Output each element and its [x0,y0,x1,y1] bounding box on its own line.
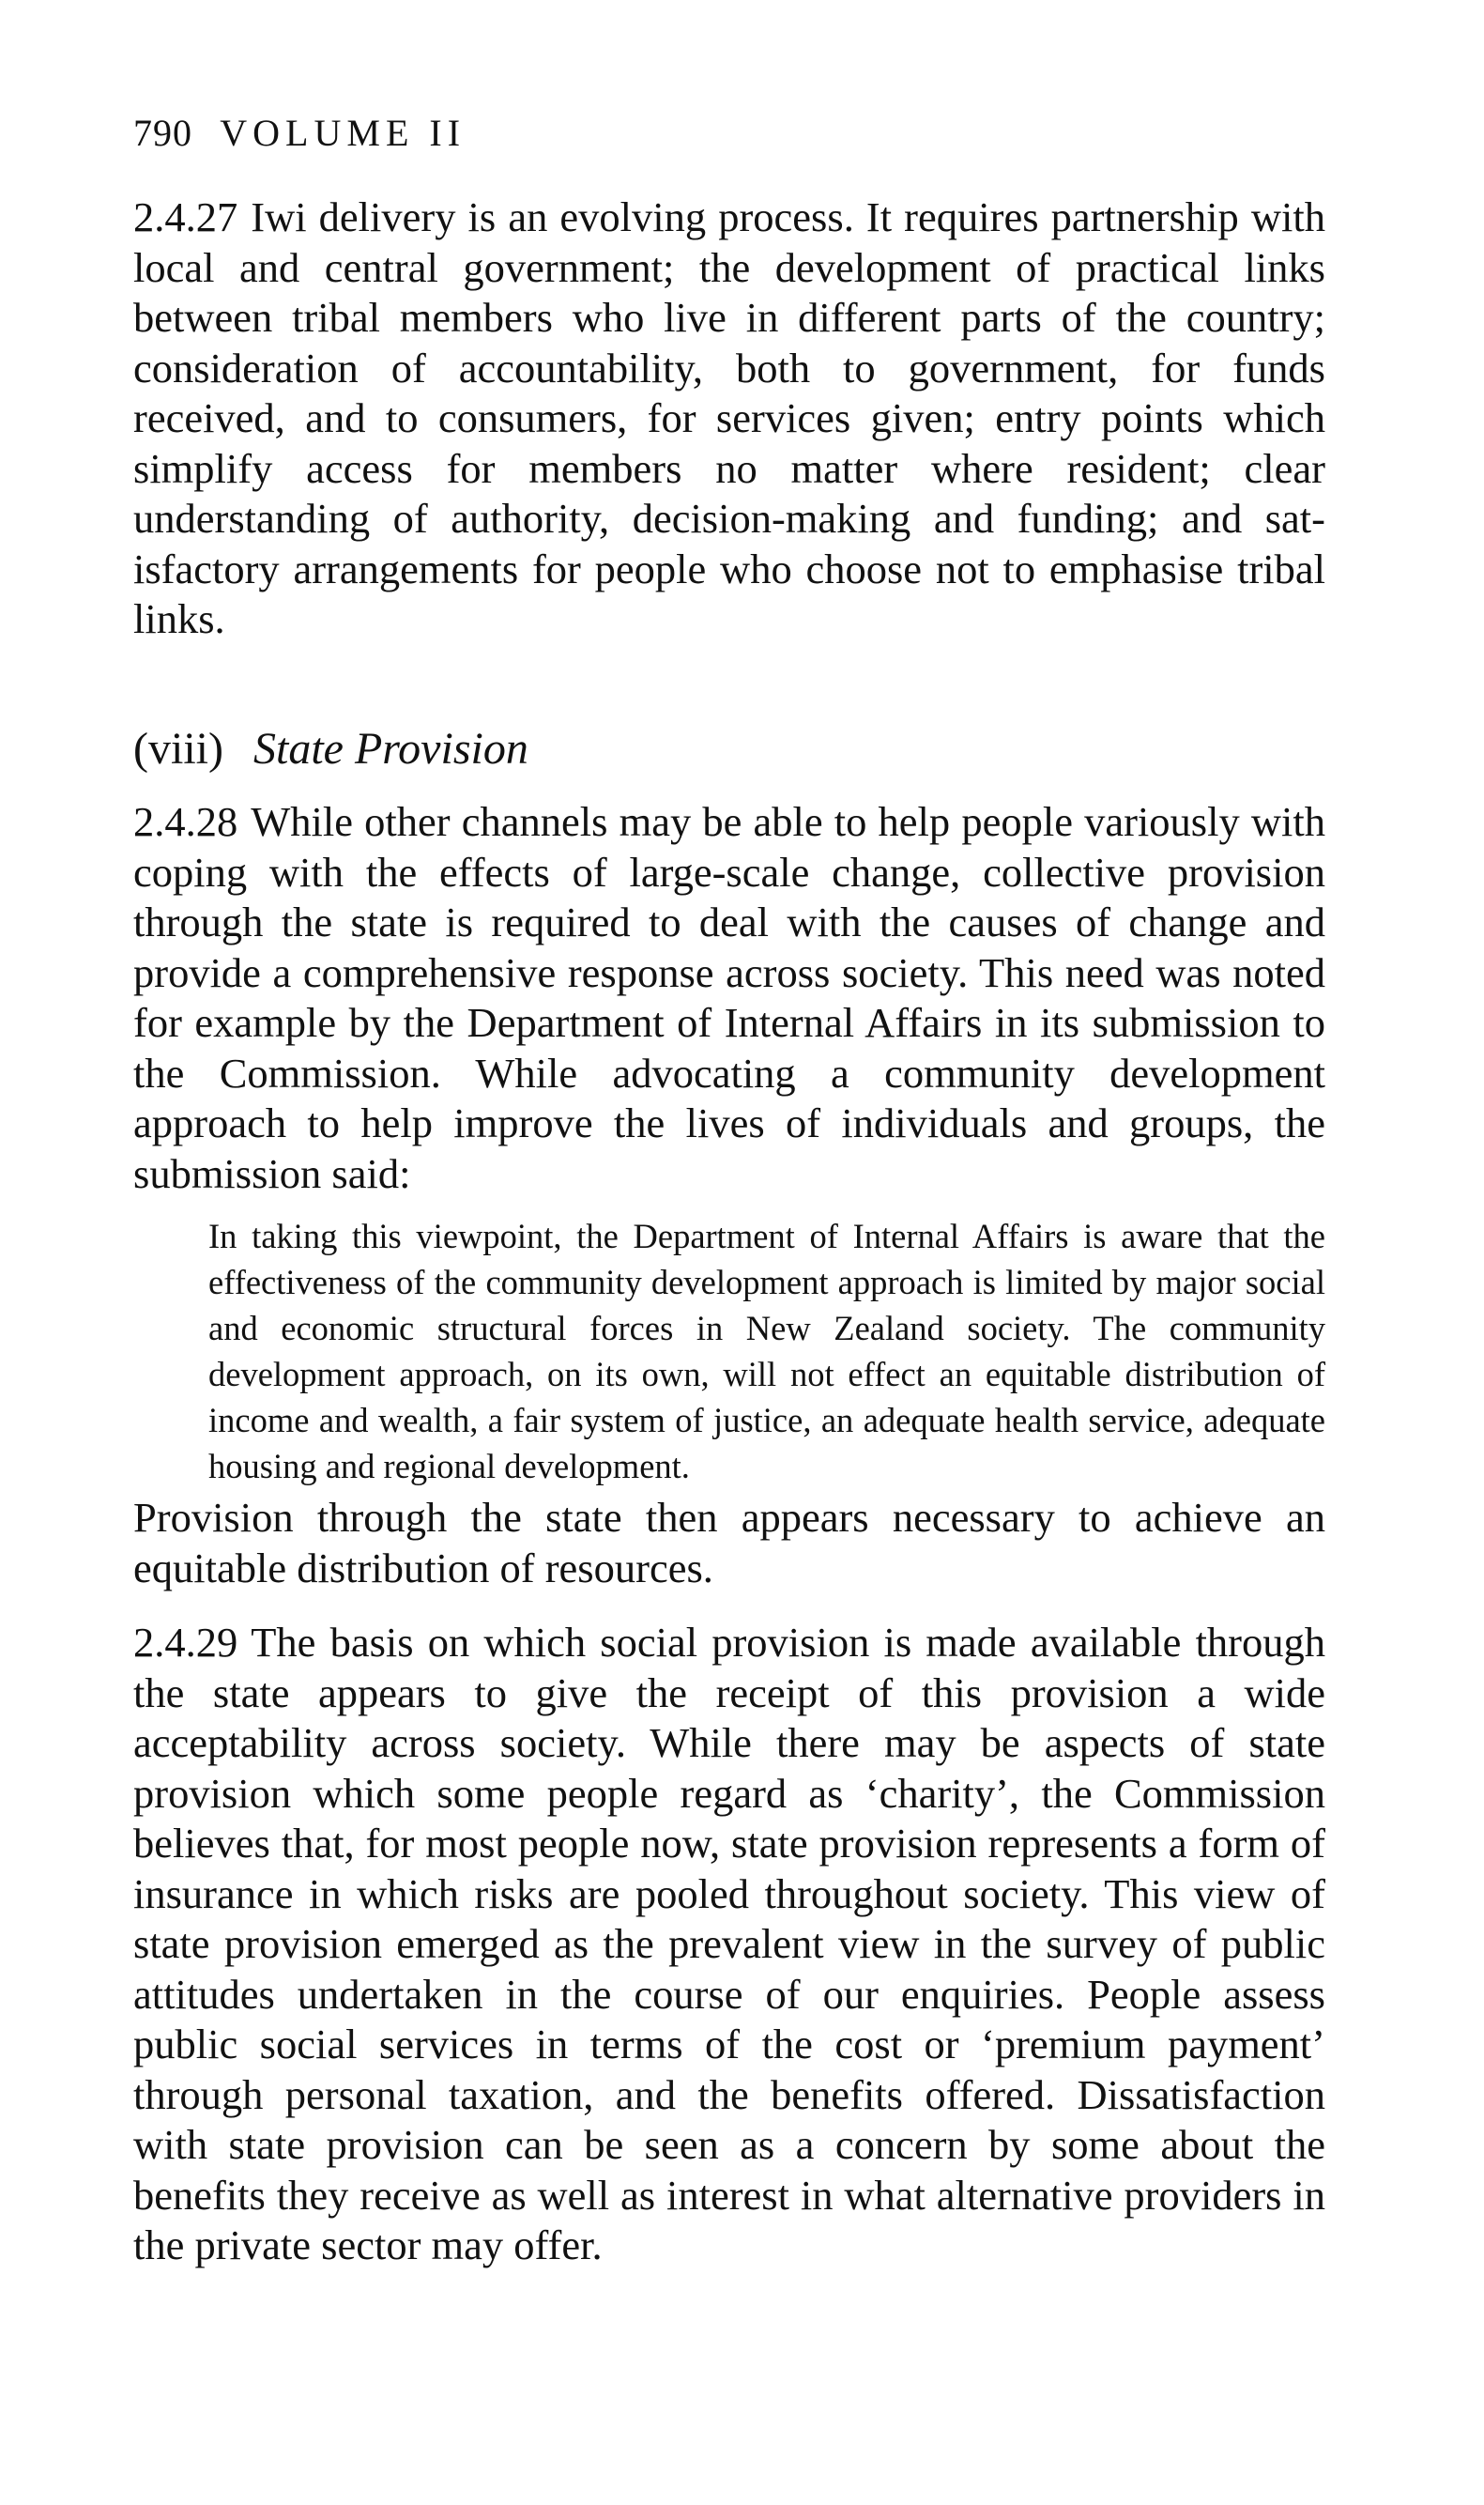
paragraph-number: 2.4.29 [133,1619,238,1666]
paragraph-text: The basis on which social provision is made available through the state appears to give the receipt of this provision a wide acceptability across society. While there may be aspects of state provision which some people regard as ‘charity’, the Commission believes that, for most people now, state provision represents a form of insurance in which risks are pooled throughout society. This view of state provision emerged as the prevalent view in the survey of public attitudes undertaken in the course of our enquiries. People assess public social services in terms of the cost or ‘premium payment’ through personal taxation, and the benefits offered. Dissatisfaction with state provision can be seen as a concern by some about the benefits they receive as well as interest in what alternative providers in the private sector may offer. [133,1619,1325,2268]
page-number: 790 [133,112,192,154]
paragraph-text: Iwi delivery is an evolving process. It requires partnership with local and central government; the development of practical links between tribal members who live in different parts of the country; consideration of accountability, both to government, for funds received, and to consumers, for services given; entry points which simplify access for members no matter where resident; clear understanding of authority, decision-making and funding; and satisfactory arrangements for people who choose not to emphasise tribal links. [133,193,1325,642]
paragraph-number: 2.4.27 [133,193,238,240]
section-heading-number: (viii) [133,724,223,774]
paragraph-2-4-27 [133,192,1325,645]
paragraph-number: 2.4.28 [133,798,238,845]
paragraph-text: While other channels may be able to help people variously with coping with the effects of large-scale change, collective provision through the state is required to deal with the causes of change and provide a comprehensive response across society. This need was noted for example by the Department of Internal Affairs in its submission to the Commission. While advocating a community development approach to help improve the lives of individuals and groups, the submission said: [133,798,1325,1197]
paragraph-2-4-28 [133,797,1325,1199]
block-quote: In taking this viewpoint, the Department of Internal Affairs is aware that the effectiveness of the community development approach is limited by major social and economic structural forces in New Zealand society. The community development approach, on its own, will not effect an equitable distribution of income and wealth, a fair system of justice, an adequate health service, adequate housing and regional development. [208,1217,1325,1485]
section-heading-title: State Provision [252,724,528,774]
section-heading [133,721,528,777]
paragraph-2-4-29 [133,1618,1325,2271]
running-head [133,111,466,156]
volume-label: VOLUME II [220,112,467,154]
paragraph-continuation: Provision through the state then appears necessary to achieve an equitable distribution of resources. [133,1494,1325,1591]
